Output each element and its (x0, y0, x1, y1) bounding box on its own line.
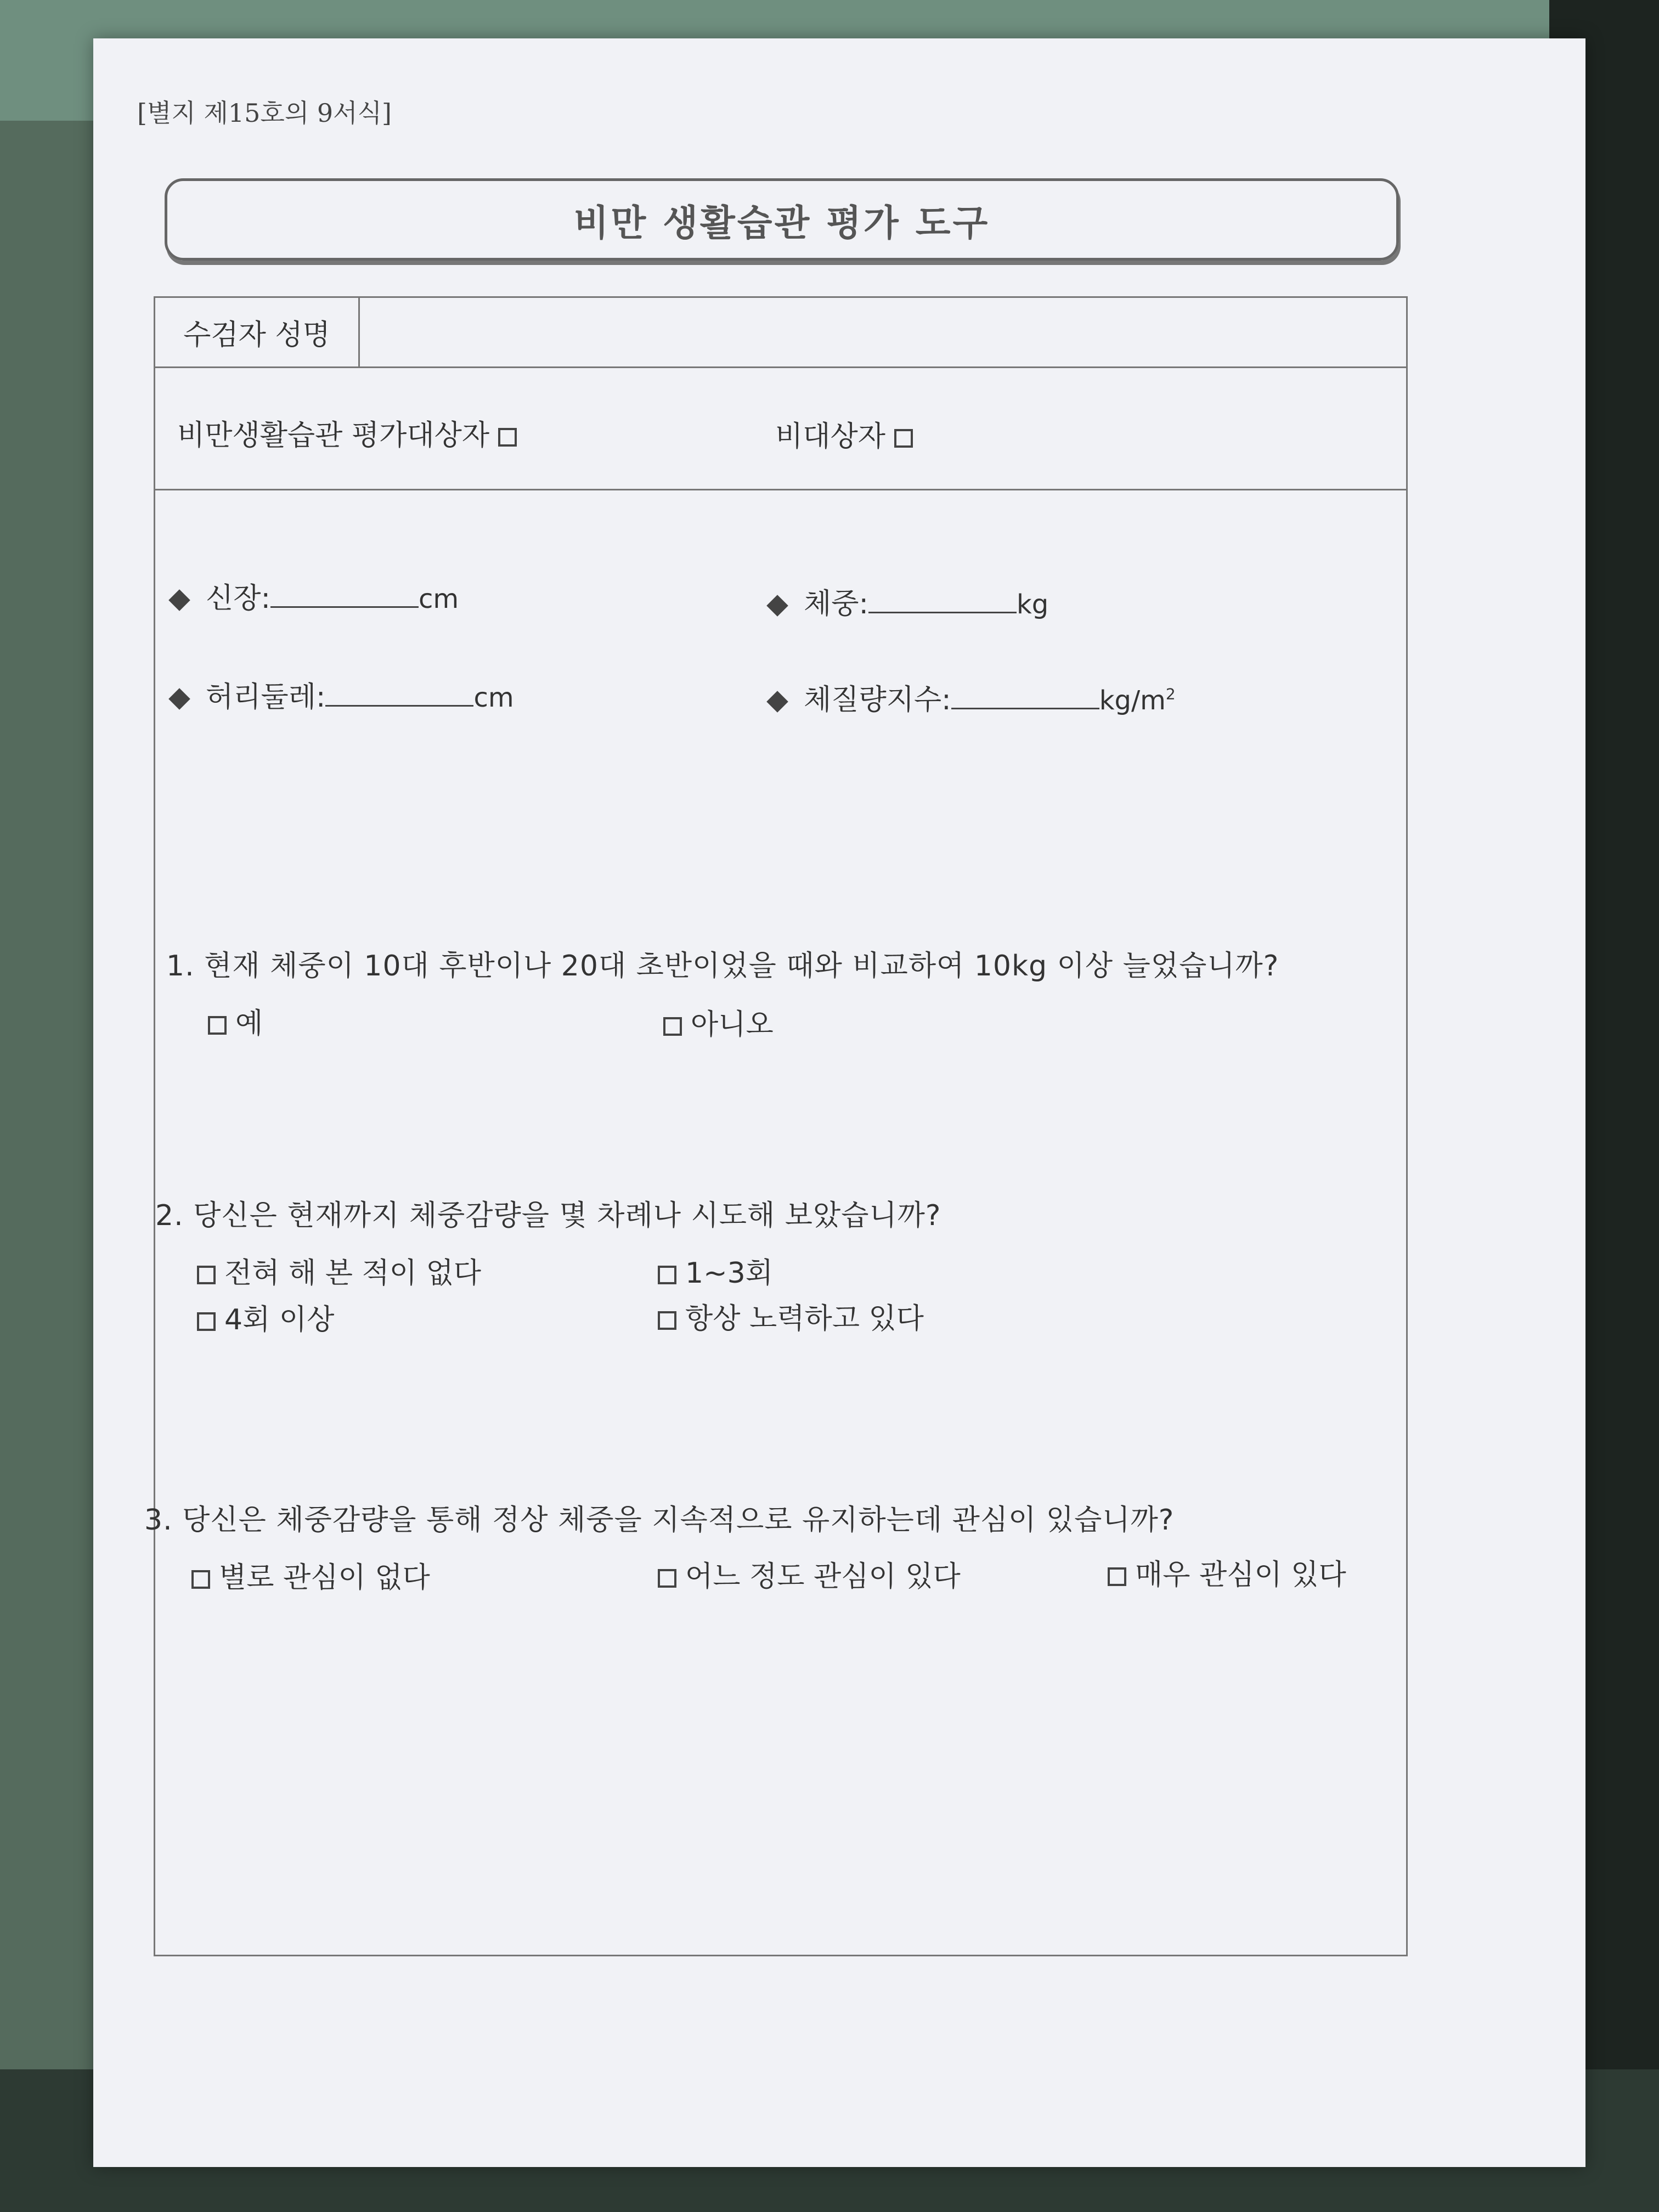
name-row (155, 298, 1406, 368)
weight-field (770, 580, 1048, 622)
weight-unit: kg (1016, 589, 1049, 620)
checkbox[interactable] (658, 1266, 676, 1284)
option-label: 4회 이상 (224, 1304, 335, 1336)
option-label: 1~3회 (685, 1257, 773, 1290)
bmi-unit-exponent: 2 (1165, 685, 1176, 703)
checkbox[interactable] (191, 1570, 210, 1589)
diamond-bullet-icon (168, 688, 190, 710)
bmi-label: 체질량지수: (804, 684, 951, 716)
question-2-option-1[interactable] (188, 1250, 481, 1291)
waist-field (172, 674, 514, 715)
form-title: 비만 생활습관 평가 도구 (573, 201, 990, 244)
title-box (165, 178, 1399, 261)
option-label: 매우 관심이 있다 (1135, 1559, 1346, 1592)
height-unit: cm (418, 584, 459, 614)
option-label: 전혀 해 본 적이 없다 (224, 1257, 481, 1290)
question-3-option-1[interactable] (183, 1554, 430, 1595)
waist-input[interactable] (325, 703, 473, 707)
height-label: 신장: (206, 582, 270, 615)
weight-label: 체중: (804, 588, 868, 620)
form-code: [별지 제15호의 9서식] (137, 98, 392, 128)
option-label: 별로 관심이 없다 (219, 1561, 430, 1594)
question-3-option-3[interactable] (1099, 1551, 1346, 1593)
target-checkbox[interactable] (498, 428, 517, 447)
waist-unit: cm (473, 682, 514, 713)
option-label: 아니오 (691, 1008, 774, 1041)
height-field (172, 575, 459, 616)
bmi-input[interactable] (951, 706, 1099, 709)
non-target-checkbox[interactable] (894, 429, 913, 448)
non-target-option (775, 413, 922, 454)
diamond-bullet-icon (766, 691, 788, 713)
target-label: 비만생활습관 평가대상자 (177, 419, 490, 452)
name-field[interactable] (361, 298, 1406, 366)
checkbox[interactable] (1108, 1567, 1126, 1586)
question-2-text: 2. 당신은 현재까지 체중감량을 몇 차례나 시도해 보았습니까? (155, 1199, 941, 1232)
target-row (155, 368, 1406, 490)
diamond-bullet-icon (168, 589, 190, 611)
form-body (144, 296, 1408, 1956)
question-3-option-2[interactable] (649, 1553, 961, 1594)
question-2-option-3[interactable] (188, 1296, 334, 1338)
checkbox[interactable] (663, 1017, 682, 1036)
question-1-text: 1. 현재 체중이 10대 후반이나 20대 초반이었을 때와 비교하여 10kg 이상 늘었습니까? (166, 950, 1279, 983)
option-label: 항상 노력하고 있다 (685, 1302, 924, 1335)
bmi-field (770, 676, 1176, 718)
bmi-unit: kg/m (1099, 685, 1166, 716)
option-label: 어느 정도 관심이 있다 (685, 1560, 961, 1593)
option-label: 예 (235, 1007, 263, 1040)
checkbox[interactable] (197, 1312, 216, 1331)
target-option (177, 412, 526, 453)
form-paper (93, 38, 1585, 2167)
name-label: 수검자 성명 (155, 298, 360, 366)
weight-input[interactable] (868, 610, 1017, 613)
question-2-option-4[interactable] (649, 1295, 924, 1336)
diamond-bullet-icon (766, 595, 788, 617)
question-1-option-1[interactable] (199, 1000, 263, 1041)
checkbox[interactable] (197, 1266, 216, 1284)
height-input[interactable] (270, 604, 419, 608)
checkbox[interactable] (658, 1569, 676, 1588)
non-target-label: 비대상자 (775, 420, 885, 453)
waist-label: 허리둘레: (206, 681, 326, 714)
question-1-option-2[interactable] (654, 1001, 774, 1042)
question-3-text: 3. 당신은 체중감량을 통해 정상 체중을 지속적으로 유지하는데 관심이 있습니까? (144, 1504, 1175, 1537)
checkbox[interactable] (658, 1311, 676, 1330)
checkbox[interactable] (208, 1016, 227, 1035)
question-2-option-2[interactable] (649, 1250, 773, 1291)
